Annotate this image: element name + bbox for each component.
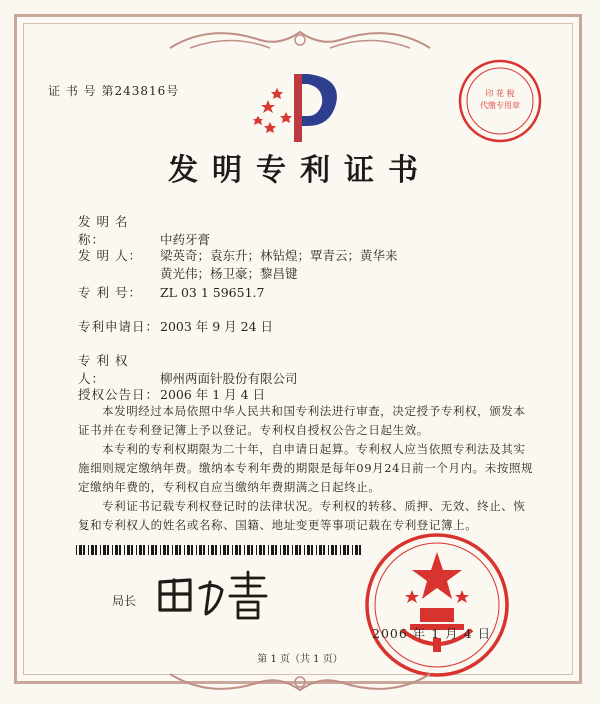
certificate-number: 证 书 号 第243816号 [48,84,180,98]
inventors-line-1: 梁英奇；袁东升；林钻煌；覃青云；黄华来 [160,248,398,263]
issue-date: 2006 年 1 月 4 日 [372,626,492,641]
top-ornament [150,18,450,58]
stamp-duty-seal [455,56,545,146]
patent-number-row [78,284,264,302]
patentee-label: 专 利 权 人： [78,353,129,386]
patentee-value: 柳州两面针股份有限公司 [160,371,298,386]
inventors-row [78,247,460,283]
inventors-label: 发 明 人： [78,248,142,263]
paragraph-1: 本发明经过本局依照中华人民共和国专利法进行审查，决定授予专利权，颁发本证书并在专利登记簿上予以登记。专利权自授权公告之日起生效。 [78,404,526,437]
director-label: 局长 [112,594,137,608]
invention-name-label: 发 明 名 称： [78,214,129,247]
patent-office-logo [250,64,350,144]
svg-text:代缴专用章: 代缴专用章 [480,101,520,110]
paragraph-2: 本专利的专利权期限为二十年，自申请日起算。专利权人应当依照专利法及其实施细则规定缴纳年费。缴纳本专利年费的期限是每年09月24日前一个月内。未按照规定缴纳年费的，专利权自应当缴纳年费期满之日起终止。 [78,442,534,494]
paragraph-3: 专利证书记载专利权登记时的法律状况。专利权的转移、质押、无效、终止、恢复和专利权人的姓名或名称、国籍、地址变更等事项记载在专利登记簿上。 [78,499,526,532]
svg-text:印 花 税: 印 花 税 [485,89,515,98]
bottom-ornament [150,664,450,704]
inventors-line-2: 黄光伟；杨卫豪；黎昌键 [160,266,298,281]
director-signature [152,568,272,622]
certificate-body [78,402,534,535]
grant-date-value: 2006 年 1 月 4 日 [160,387,266,402]
patentee-row [78,352,298,388]
page-indicator: 第 1 页（共 1 页） [257,654,343,665]
application-date-row [78,318,273,336]
invention-name-value: 中药牙膏 [160,232,211,247]
application-date-value: 2003 年 9 月 24 日 [160,319,274,334]
patent-number-value: ZL 03 1 59651.7 [160,285,265,300]
patent-number-label: 专 利 号： [78,285,142,300]
application-date-label: 专利申请日： [78,319,160,334]
grant-date-label: 授权公告日： [78,387,160,402]
invention-name-row [78,213,210,249]
barcode [76,545,361,555]
certificate-title: 发明专利证书 [168,153,432,188]
